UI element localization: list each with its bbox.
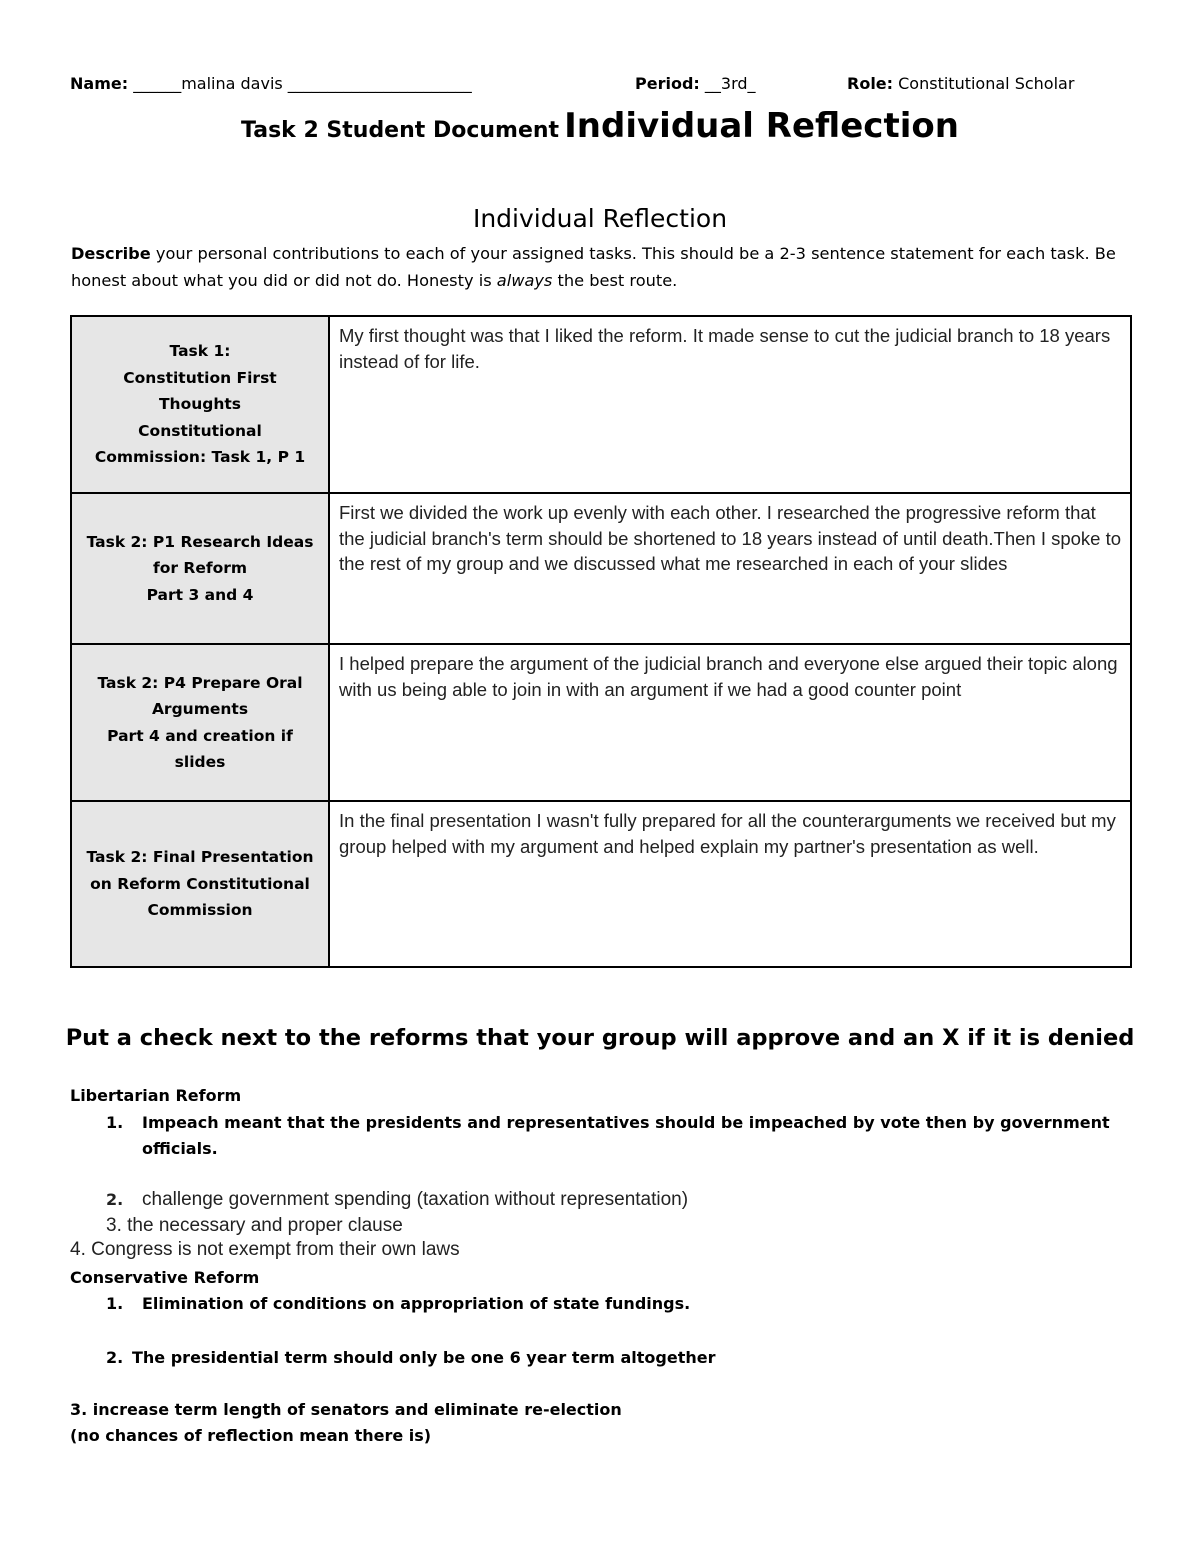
task-table [70, 315, 1132, 968]
libertarian-item-4: 4. Congress is not exempt from their own laws [70, 1239, 460, 1260]
conservative-item-3: 3. increase term length of senators and eliminate re-election [70, 1400, 622, 1419]
period-label: Period: [635, 74, 700, 93]
conservative-item-2 [106, 1348, 715, 1367]
task-row [71, 801, 1131, 967]
reforms-heading: Put a check next to the reforms that your group will approve and an X if it is denied [65, 1025, 1135, 1051]
task-response: I helped prepare the argument of the judicial branch and everyone else argued their topic along with us being able to join in with an argument if we had a good counter point [339, 653, 1118, 700]
task-row [71, 316, 1131, 493]
conservative-item-1 [106, 1294, 690, 1313]
item-text: The presidential term should only be one 6 year term altogether [132, 1348, 716, 1367]
conservative-item-3-note: (no chances of reflection mean there is) [70, 1426, 432, 1445]
task-row [71, 644, 1131, 801]
task-response: In the final presentation I wasn't fully prepared for all the counterarguments we received but my group helped with my argument and helped explain my partner's presentation as well. [339, 810, 1116, 857]
item-number: 1. [106, 1294, 124, 1313]
instr-text-2: the best route. [552, 271, 678, 290]
task-response-cell[interactable] [329, 316, 1131, 493]
period-line [635, 74, 756, 93]
name-label: Name: [70, 74, 129, 93]
item-number: 1. [106, 1113, 124, 1132]
task-label: Task 2: P1 Research Ideas for Reform Part 3 and 4 [86, 532, 314, 604]
title-prefix: Task 2 Student Document [241, 118, 560, 143]
period-value: __3rd_ [699, 74, 756, 93]
task-label-cell [71, 493, 329, 644]
task-response: My first thought was that I liked the reform. It made sense to cut the judicial branch to 18 years instead of for life. [339, 325, 1111, 372]
task-label-cell [71, 644, 329, 801]
document-title [0, 106, 1200, 146]
item-text: Elimination of conditions on appropriation of state fundings. [142, 1294, 691, 1313]
reflection-instructions [71, 240, 1131, 294]
task-row [71, 493, 1131, 644]
item-text: challenge government spending (taxation without representation) [142, 1189, 689, 1210]
task-response-cell[interactable] [329, 493, 1131, 644]
task-response: First we divided the work up evenly with each other. I researched the progressive reform that the judicial branch's term should be shortened to 18 years instead of until death.Then I spoke to the rest of my group and we discussed what me researched in each of your slides [339, 502, 1122, 574]
libertarian-label: Libertarian Reform [70, 1086, 242, 1105]
role-line [847, 74, 1074, 93]
instr-bold: Describe [71, 244, 151, 263]
libertarian-item-1-cont: officials. [142, 1139, 218, 1158]
title-main: Individual Reflection [564, 106, 959, 146]
role-value: Constitutional Scholar [893, 74, 1075, 93]
name-line [70, 74, 472, 93]
role-label: Role: [847, 74, 894, 93]
instr-italic: always [496, 271, 553, 290]
task-label-cell [71, 316, 329, 493]
item-number: 2. [106, 1348, 124, 1367]
item-number: 2. [106, 1190, 124, 1209]
task-response-cell[interactable] [329, 801, 1131, 967]
task-label: Task 2: P4 Prepare Oral Arguments Part 4 and creation if slides [97, 673, 303, 771]
instr-text-1: your personal contributions to each of your assigned tasks. This should be a 2-3 sentence statement for each task. Be honest about what you did or did not do. Honesty is [71, 244, 1116, 290]
task-response-cell[interactable] [329, 644, 1131, 801]
libertarian-item-3: 3. the necessary and proper clause [106, 1215, 403, 1236]
task-label: Task 1: Constitution First Thoughts Constitutional Commission: Task 1, P 1 [94, 342, 306, 467]
name-value: ______malina davis _______________________ [128, 74, 472, 93]
task-label-cell [71, 801, 329, 967]
conservative-label: Conservative Reform [70, 1268, 260, 1287]
task-label: Task 2: Final Presentation on Reform Constitutional Commission [86, 848, 314, 920]
reflection-heading: Individual Reflection [472, 204, 728, 233]
libertarian-item-2 [106, 1189, 688, 1211]
libertarian-item-1 [106, 1113, 1110, 1132]
item-text: Impeach meant that the presidents and representatives should be impeached by vote then by government [142, 1113, 1110, 1132]
